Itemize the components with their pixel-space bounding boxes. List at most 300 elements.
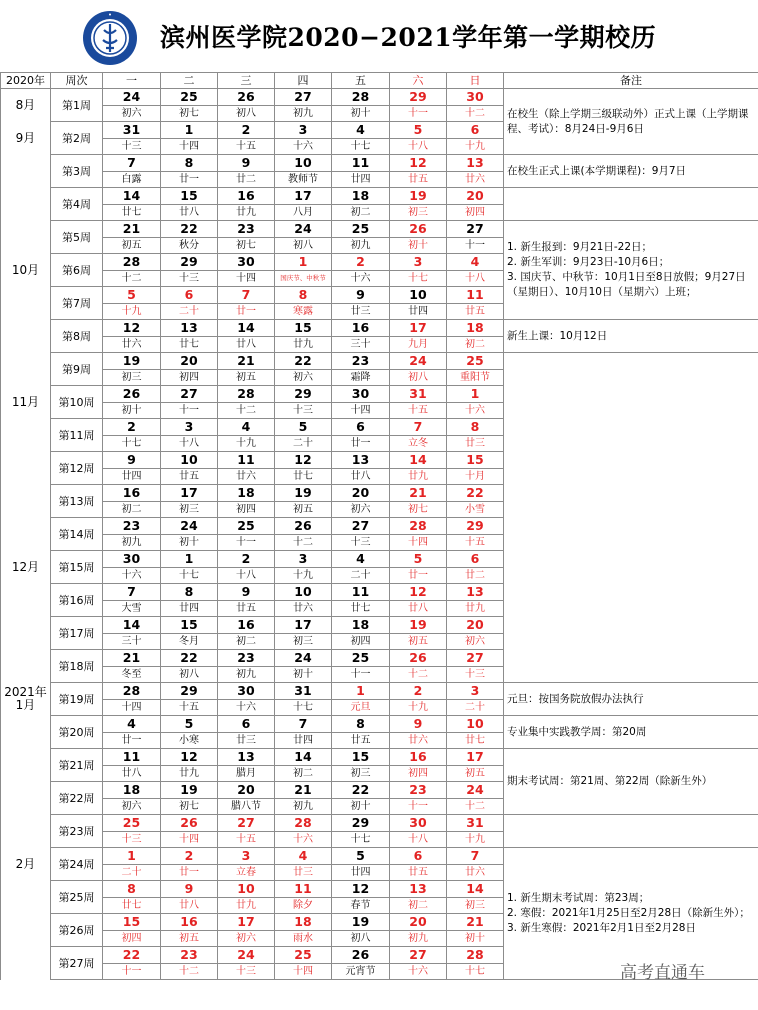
- date-number: 10: [218, 881, 275, 898]
- date-number: 2: [218, 122, 275, 139]
- lunar-date: 初九: [103, 535, 161, 551]
- week-row-dates: [1, 749, 758, 766]
- lunar-date: 冬月: [161, 634, 218, 650]
- month-cell: [1, 617, 51, 650]
- week-row-dates: [1, 815, 758, 832]
- date-number: 22: [332, 782, 390, 799]
- date-number: 17: [447, 749, 504, 766]
- lunar-date: 初四: [390, 766, 447, 782]
- lunar-date: 初三: [161, 502, 218, 518]
- date-number: 13: [332, 452, 390, 469]
- page-header: [0, 0, 758, 72]
- date-number: 29: [275, 386, 332, 403]
- lunar-date: 十一: [103, 964, 161, 980]
- lunar-date: 十九: [275, 568, 332, 584]
- lunar-date: 廿四: [275, 733, 332, 749]
- week-row-dates: [1, 320, 758, 337]
- remark-cell: 专业集中实践教学周：第20周: [504, 716, 758, 749]
- day-header-sun: 日: [447, 73, 504, 89]
- month-cell: [1, 749, 51, 782]
- lunar-date: 十四: [275, 964, 332, 980]
- date-number: 27: [275, 89, 332, 106]
- date-number: 7: [390, 419, 447, 436]
- lunar-date: 初五: [390, 634, 447, 650]
- column-header-row: [1, 73, 758, 89]
- date-number: 25: [161, 89, 218, 106]
- lunar-date: 初四: [161, 370, 218, 386]
- date-number: 13: [161, 320, 218, 337]
- date-number: 23: [103, 518, 161, 535]
- lunar-date: 十六: [103, 568, 161, 584]
- day-header-tue: 二: [161, 73, 218, 89]
- date-number: 14: [103, 617, 161, 634]
- date-number: 15: [161, 617, 218, 634]
- date-number: 30: [218, 683, 275, 700]
- remark-cell: 1. 新生报到：9月21日-22日； 2. 新生军训：9月23日-10月6日； 3. 国庆节、中秋节：10月1日至8日放假；9月27日（星期日）、10月10日（星期六）上班；: [504, 221, 758, 320]
- date-number: 5: [103, 287, 161, 304]
- date-number: 14: [447, 881, 504, 898]
- date-number: 31: [275, 683, 332, 700]
- date-number: 2: [332, 254, 390, 271]
- lunar-date: 十三: [103, 832, 161, 848]
- lunar-date: 初三: [390, 205, 447, 221]
- date-number: 17: [275, 188, 332, 205]
- lunar-date: 十二: [275, 535, 332, 551]
- lunar-date: 廿九: [218, 205, 275, 221]
- lunar-date: 立冬: [390, 436, 447, 452]
- lunar-date: 廿八: [161, 898, 218, 914]
- date-number: 12: [332, 881, 390, 898]
- lunar-date: 十九: [447, 832, 504, 848]
- page-title: 滨州医学院2020−2021学年第一学期校历: [160, 23, 657, 52]
- date-number: 1: [103, 848, 161, 865]
- date-number: 7: [103, 155, 161, 172]
- date-number: 12: [390, 155, 447, 172]
- lunar-date: 初十: [447, 931, 504, 947]
- date-number: 30: [332, 386, 390, 403]
- lunar-date: 廿七: [103, 205, 161, 221]
- date-number: 13: [447, 155, 504, 172]
- calendar-body: [1, 89, 758, 980]
- date-number: 8: [447, 419, 504, 436]
- lunar-date: 初十: [103, 403, 161, 419]
- date-number: 31: [390, 386, 447, 403]
- lunar-date: 初三: [103, 370, 161, 386]
- month-cell: [1, 353, 51, 386]
- date-number: 7: [275, 716, 332, 733]
- lunar-date: 十四: [161, 139, 218, 155]
- lunar-date: 十四: [161, 832, 218, 848]
- date-number: 24: [275, 221, 332, 238]
- lunar-date: 廿七: [161, 337, 218, 353]
- date-number: 26: [218, 89, 275, 106]
- lunar-date: 八月: [275, 205, 332, 221]
- lunar-date: 廿三: [447, 436, 504, 452]
- date-number: 11: [332, 155, 390, 172]
- date-number: 11: [447, 287, 504, 304]
- date-number: 10: [161, 452, 218, 469]
- lunar-date: 廿七: [447, 733, 504, 749]
- lunar-date: 十六: [218, 700, 275, 716]
- date-number: 20: [218, 782, 275, 799]
- lunar-date: 初八: [332, 931, 390, 947]
- date-number: 7: [447, 848, 504, 865]
- date-number: 20: [161, 353, 218, 370]
- lunar-date: 廿四: [332, 172, 390, 188]
- month-cell: [1, 287, 51, 320]
- date-number: 18: [447, 320, 504, 337]
- lunar-date: 小寒: [161, 733, 218, 749]
- lunar-date: 十二: [218, 403, 275, 419]
- date-number: 14: [103, 188, 161, 205]
- remark-empty: [504, 188, 758, 221]
- month-label: 8月: [1, 89, 51, 122]
- lunar-date: 春节: [332, 898, 390, 914]
- lunar-date: 廿五: [332, 733, 390, 749]
- lunar-date: 十五: [447, 535, 504, 551]
- month-cell: [1, 947, 51, 980]
- lunar-date: 廿六: [447, 172, 504, 188]
- lunar-date: 十七: [332, 832, 390, 848]
- date-number: 19: [390, 188, 447, 205]
- week-number-cell: 第11周: [51, 419, 103, 452]
- lunar-date: 十八: [161, 436, 218, 452]
- watermark: 高考直通车: [620, 963, 705, 983]
- date-number: 7: [218, 287, 275, 304]
- week-number-cell: 第18周: [51, 650, 103, 683]
- week-number-cell: 第23周: [51, 815, 103, 848]
- lunar-date: 初六: [218, 931, 275, 947]
- date-number: 17: [161, 485, 218, 502]
- lunar-date: 廿五: [161, 469, 218, 485]
- lunar-date: 初六: [332, 502, 390, 518]
- date-number: 7: [103, 584, 161, 601]
- month-cell: [1, 914, 51, 947]
- lunar-date: 初四: [447, 205, 504, 221]
- lunar-date: 十七: [161, 568, 218, 584]
- lunar-date: 廿七: [275, 469, 332, 485]
- lunar-date: 十二: [161, 964, 218, 980]
- lunar-date: 二十: [275, 436, 332, 452]
- date-number: 8: [332, 716, 390, 733]
- date-number: 29: [447, 518, 504, 535]
- lunar-date: 十一: [390, 106, 447, 122]
- date-number: 22: [161, 650, 218, 667]
- month-cell: [1, 782, 51, 815]
- lunar-date: 腊八节: [218, 799, 275, 815]
- date-number: 12: [161, 749, 218, 766]
- lunar-date: 腊月: [218, 766, 275, 782]
- lunar-date: 十七: [103, 436, 161, 452]
- date-number: 11: [103, 749, 161, 766]
- date-number: 15: [103, 914, 161, 931]
- month-label: 9月: [1, 122, 51, 155]
- lunar-date: 十二: [103, 271, 161, 287]
- date-number: 6: [218, 716, 275, 733]
- date-number: 25: [332, 221, 390, 238]
- date-number: 9: [332, 287, 390, 304]
- lunar-date: 初九: [275, 106, 332, 122]
- date-number: 20: [332, 485, 390, 502]
- date-number: 1: [332, 683, 390, 700]
- date-number: 24: [218, 947, 275, 964]
- date-number: 1: [161, 122, 218, 139]
- date-number: 10: [275, 584, 332, 601]
- date-number: 28: [447, 947, 504, 964]
- date-number: 6: [447, 122, 504, 139]
- date-number: 21: [103, 650, 161, 667]
- remark-empty: [504, 353, 758, 683]
- lunar-date: 廿九: [275, 337, 332, 353]
- day-header-wed: 三: [218, 73, 275, 89]
- lunar-date: 廿九: [161, 766, 218, 782]
- month-label: 2月: [1, 848, 51, 881]
- lunar-date: 十一: [447, 238, 504, 254]
- lunar-date: 十月: [447, 469, 504, 485]
- lunar-date: 立春: [218, 865, 275, 881]
- lunar-date: 初五: [161, 931, 218, 947]
- lunar-date: 初五: [275, 502, 332, 518]
- lunar-date: 十七: [275, 700, 332, 716]
- lunar-date: 初九: [390, 931, 447, 947]
- lunar-date: 初九: [218, 667, 275, 683]
- date-number: 30: [447, 89, 504, 106]
- lunar-date: 初三: [447, 898, 504, 914]
- lunar-date: 廿一: [161, 172, 218, 188]
- date-number: 22: [161, 221, 218, 238]
- month-cell: [1, 650, 51, 683]
- date-number: 2: [103, 419, 161, 436]
- date-number: 10: [390, 287, 447, 304]
- date-number: 24: [390, 353, 447, 370]
- lunar-date: 寒露: [275, 304, 332, 320]
- lunar-date: 廿五: [390, 172, 447, 188]
- lunar-date: 廿四: [161, 601, 218, 617]
- lunar-date: 廿八: [218, 337, 275, 353]
- lunar-date: 十七: [447, 964, 504, 980]
- week-number-cell: 第14周: [51, 518, 103, 551]
- lunar-date: 十一: [161, 403, 218, 419]
- lunar-date: 十二: [447, 106, 504, 122]
- date-number: 28: [103, 254, 161, 271]
- date-number: 5: [390, 551, 447, 568]
- date-number: 9: [218, 584, 275, 601]
- week-number-cell: 第19周: [51, 683, 103, 716]
- date-number: 23: [218, 650, 275, 667]
- lunar-date: 初六: [447, 634, 504, 650]
- lunar-date: 十四: [390, 535, 447, 551]
- lunar-date: 初九: [275, 799, 332, 815]
- lunar-date: 初七: [218, 238, 275, 254]
- lunar-date: 二十: [447, 700, 504, 716]
- lunar-date: 廿一: [390, 568, 447, 584]
- date-number: 28: [103, 683, 161, 700]
- date-number: 6: [447, 551, 504, 568]
- lunar-date: 初二: [390, 898, 447, 914]
- lunar-date: 大雪: [103, 601, 161, 617]
- lunar-date: 廿四: [390, 304, 447, 320]
- date-number: 29: [161, 683, 218, 700]
- month-cell: [1, 155, 51, 188]
- date-number: 18: [275, 914, 332, 931]
- month-cell: [1, 452, 51, 485]
- month-cell: [1, 881, 51, 914]
- date-number: 24: [161, 518, 218, 535]
- week-number-cell: 第8周: [51, 320, 103, 353]
- date-number: 20: [447, 188, 504, 205]
- date-number: 16: [390, 749, 447, 766]
- date-number: 11: [275, 881, 332, 898]
- lunar-date: 初二: [447, 337, 504, 353]
- lunar-date: 十三: [275, 403, 332, 419]
- date-number: 21: [103, 221, 161, 238]
- lunar-date: 廿二: [218, 172, 275, 188]
- date-number: 30: [390, 815, 447, 832]
- date-number: 10: [275, 155, 332, 172]
- week-number-cell: 第17周: [51, 617, 103, 650]
- lunar-date: 廿六: [390, 733, 447, 749]
- date-number: 16: [161, 914, 218, 931]
- week-number-cell: 第26周: [51, 914, 103, 947]
- week-number-cell: 第20周: [51, 716, 103, 749]
- date-number: 14: [218, 320, 275, 337]
- day-header-thu: 四: [275, 73, 332, 89]
- lunar-date: 初十: [332, 106, 390, 122]
- lunar-date: 初二: [218, 634, 275, 650]
- week-row-dates: [1, 848, 758, 865]
- date-number: 13: [218, 749, 275, 766]
- date-number: 1: [275, 254, 332, 271]
- lunar-date: 初九: [332, 238, 390, 254]
- lunar-date: 廿八: [103, 766, 161, 782]
- date-number: 31: [447, 815, 504, 832]
- week-number-cell: 第6周: [51, 254, 103, 287]
- date-number: 27: [390, 947, 447, 964]
- date-number: 16: [332, 320, 390, 337]
- week-row-dates: [1, 221, 758, 238]
- date-number: 25: [332, 650, 390, 667]
- lunar-date: 初五: [103, 238, 161, 254]
- lunar-date: 十五: [218, 139, 275, 155]
- lunar-date: 二十: [332, 568, 390, 584]
- lunar-date: 十五: [161, 700, 218, 716]
- date-number: 1: [161, 551, 218, 568]
- date-number: 27: [447, 650, 504, 667]
- lunar-date: 廿八: [161, 205, 218, 221]
- remark-cell: 1. 新生期末考试周：第23周； 2. 寒假：2021年1月25日至2月28日（除新生外）； 3. 新生寒假：2021年2月1日至2月28日: [504, 848, 758, 980]
- lunar-date: 十七: [390, 271, 447, 287]
- date-number: 2: [161, 848, 218, 865]
- date-number: 5: [390, 122, 447, 139]
- lunar-date: 三十: [103, 634, 161, 650]
- month-label: 12月: [1, 551, 51, 584]
- lunar-date: 十六: [332, 271, 390, 287]
- date-number: 29: [161, 254, 218, 271]
- date-number: 4: [447, 254, 504, 271]
- date-number: 29: [332, 815, 390, 832]
- week-row-dates: [1, 155, 758, 172]
- lunar-date: 廿六: [103, 337, 161, 353]
- date-number: 2: [390, 683, 447, 700]
- lunar-date: 初八: [275, 238, 332, 254]
- lunar-date: 十六: [447, 403, 504, 419]
- month-cell: [1, 716, 51, 749]
- date-number: 13: [390, 881, 447, 898]
- lunar-date: 初二: [275, 766, 332, 782]
- week-column-header: 周次: [51, 73, 103, 89]
- lunar-date: 初五: [218, 370, 275, 386]
- lunar-date: 十四: [103, 700, 161, 716]
- month-label: 10月: [1, 254, 51, 287]
- remark-cell: 在校生（除上学期三级联动外）正式上课（上学期课程、考试）：8月24日-9月6日: [504, 89, 758, 155]
- week-number-cell: 第15周: [51, 551, 103, 584]
- lunar-date: 重阳节: [447, 370, 504, 386]
- lunar-date: 廿八: [332, 469, 390, 485]
- week-number-cell: 第16周: [51, 584, 103, 617]
- week-number-cell: 第5周: [51, 221, 103, 254]
- date-number: 3: [390, 254, 447, 271]
- date-number: 30: [103, 551, 161, 568]
- lunar-date: 廿九: [447, 601, 504, 617]
- date-number: 8: [161, 155, 218, 172]
- date-number: 11: [218, 452, 275, 469]
- date-number: 9: [218, 155, 275, 172]
- week-number-cell: 第27周: [51, 947, 103, 980]
- date-number: 4: [332, 122, 390, 139]
- lunar-date: 三十: [332, 337, 390, 353]
- lunar-date: 初八: [390, 370, 447, 386]
- date-number: 29: [390, 89, 447, 106]
- lunar-date: 廿六: [218, 469, 275, 485]
- date-number: 28: [332, 89, 390, 106]
- date-number: 25: [103, 815, 161, 832]
- lunar-date: 初三: [275, 634, 332, 650]
- lunar-date: 初四: [332, 634, 390, 650]
- month-cell: [1, 320, 51, 353]
- week-number-cell: 第12周: [51, 452, 103, 485]
- lunar-date: 十三: [103, 139, 161, 155]
- date-number: 14: [390, 452, 447, 469]
- remark-empty: [504, 815, 758, 848]
- lunar-date: 十八: [390, 139, 447, 155]
- lunar-date: 初八: [161, 667, 218, 683]
- lunar-date: 国庆节、中秋节: [275, 271, 332, 287]
- date-number: 16: [218, 188, 275, 205]
- week-number-cell: 第10周: [51, 386, 103, 419]
- lunar-date: 十七: [332, 139, 390, 155]
- date-number: 8: [275, 287, 332, 304]
- lunar-date: 廿六: [275, 601, 332, 617]
- month-cell: [1, 188, 51, 221]
- lunar-date: 十二: [447, 799, 504, 815]
- date-number: 21: [447, 914, 504, 931]
- date-number: 28: [218, 386, 275, 403]
- date-number: 4: [218, 419, 275, 436]
- week-row-dates: [1, 188, 758, 205]
- date-number: 20: [390, 914, 447, 931]
- date-number: 23: [161, 947, 218, 964]
- lunar-date: 十三: [161, 271, 218, 287]
- date-number: 19: [103, 353, 161, 370]
- month-cell: [1, 485, 51, 518]
- lunar-date: 十四: [332, 403, 390, 419]
- date-number: 15: [161, 188, 218, 205]
- lunar-date: 元旦: [332, 700, 390, 716]
- date-number: 20: [447, 617, 504, 634]
- date-number: 3: [161, 419, 218, 436]
- date-number: 19: [390, 617, 447, 634]
- lunar-date: 除夕: [275, 898, 332, 914]
